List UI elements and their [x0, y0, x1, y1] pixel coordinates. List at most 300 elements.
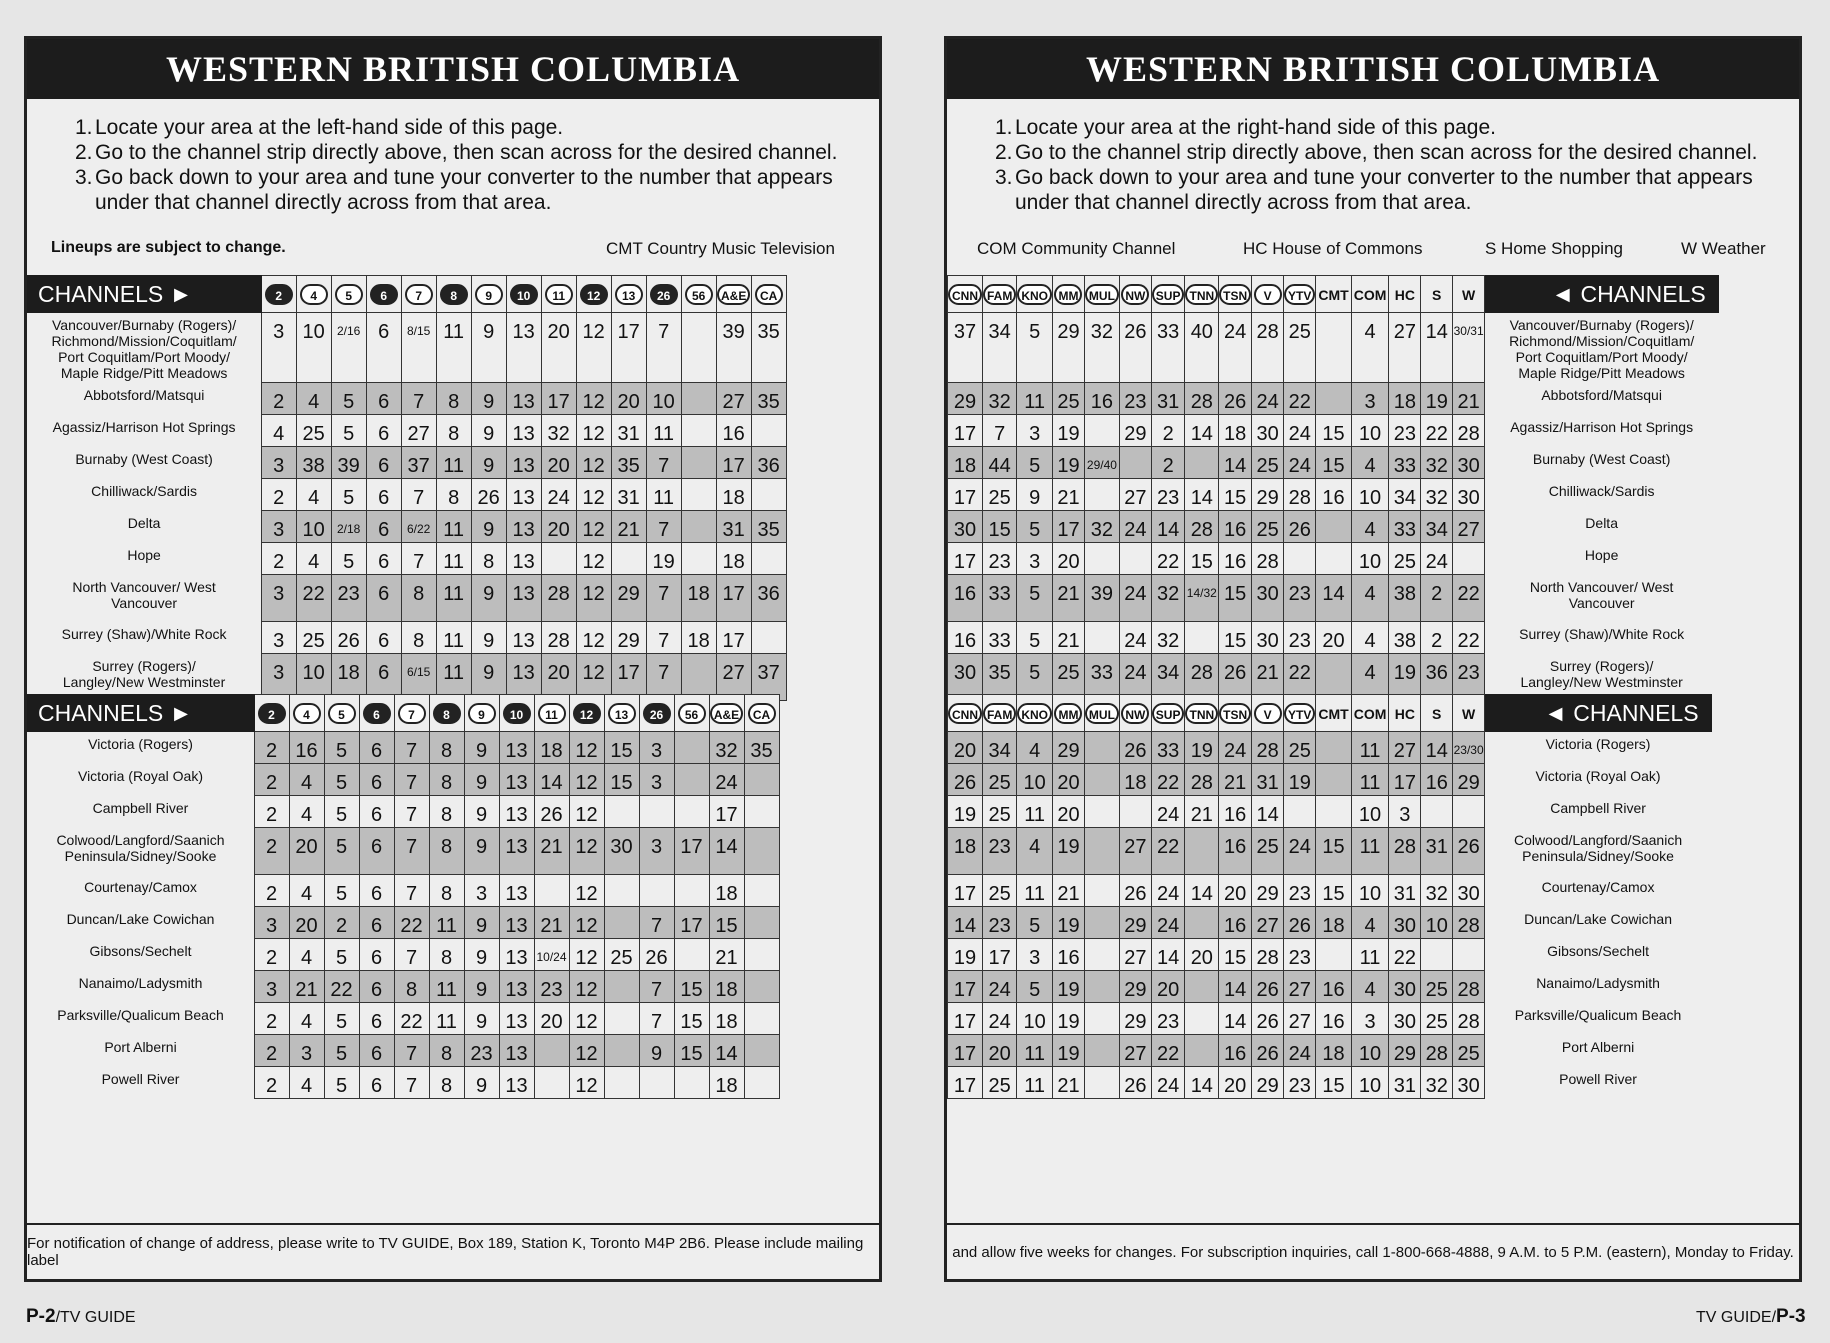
channel-number: 28 — [1252, 543, 1284, 575]
channel-logo: 11 — [538, 703, 566, 724]
channel-number — [1084, 939, 1119, 971]
channel-number: 29 — [1389, 1035, 1421, 1067]
channel-number — [534, 875, 569, 907]
channel-logo: MM — [1054, 703, 1082, 724]
channel-number: 13 — [499, 939, 534, 971]
spacer — [232, 971, 255, 1003]
instructions — [75, 115, 879, 215]
channel-number: 13 — [499, 796, 534, 828]
channel-number: 13 — [499, 1003, 534, 1035]
channel-number: 2 — [254, 1035, 289, 1067]
channel-number: 26 — [1252, 971, 1284, 1003]
channel-number: 5 — [331, 383, 366, 415]
spacer — [1485, 447, 1508, 479]
channel-number: 29 — [1453, 764, 1485, 796]
channel-number: 28 — [1185, 511, 1219, 543]
channel-logo-cell — [751, 276, 786, 313]
channel-number: 22 — [394, 1003, 429, 1035]
channel-number: 9 — [464, 971, 499, 1003]
channel-number — [639, 796, 674, 828]
channel-number: 4 — [1351, 622, 1389, 654]
channel-number: 19 — [1053, 1003, 1085, 1035]
spacer — [1485, 732, 1508, 764]
channel-logo-cell — [534, 695, 569, 732]
step-text: Go to the channel strip directly above, then scan across for the desired channel. — [1015, 141, 1758, 164]
channel-number — [751, 543, 786, 575]
channel-logo-cell — [1151, 695, 1185, 732]
channel-number: 10 — [1351, 543, 1389, 575]
channel-logo-cell — [1219, 276, 1252, 313]
spacer — [1485, 907, 1508, 939]
area-name: Surrey (Shaw)/White Rock — [50, 622, 239, 654]
channel-number — [681, 511, 716, 543]
channel-logo: CMT — [1318, 286, 1349, 303]
channel-number: 29 — [1252, 875, 1284, 907]
channel-number — [1185, 1035, 1219, 1067]
channel-number — [1084, 764, 1119, 796]
channel-number: 10 — [1351, 875, 1389, 907]
gutter — [28, 828, 50, 875]
channel-logo-cell — [983, 276, 1017, 313]
table-row — [28, 732, 780, 764]
channel-number — [744, 796, 779, 828]
channel-number: 32 — [1421, 447, 1453, 479]
channel-number: 11 — [1017, 1035, 1053, 1067]
channel-number: 18 — [716, 479, 751, 511]
channel-number: 4 — [1351, 313, 1389, 383]
channel-number: 35 — [611, 447, 646, 479]
channel-number: 29 — [1053, 732, 1085, 764]
channel-number — [1084, 732, 1119, 764]
channels-label: CHANNELS ► — [28, 695, 255, 732]
channel-number: 9 — [639, 1035, 674, 1067]
channel-number — [1185, 622, 1219, 654]
channel-number: 24 — [1252, 383, 1284, 415]
gutter — [1689, 875, 1711, 907]
instruction-step — [75, 165, 879, 215]
table-row — [948, 575, 1719, 622]
spacer — [1485, 479, 1508, 511]
channel-number: 11 — [436, 654, 471, 701]
channel-logo-cell — [674, 695, 709, 732]
channel-number: 13 — [499, 971, 534, 1003]
channel-number: 13 — [499, 828, 534, 875]
channel-number: 30 — [1252, 622, 1284, 654]
channel-number: 14 — [1219, 1003, 1252, 1035]
channel-logo: 8 — [440, 284, 468, 305]
channel-number: 30 — [1453, 479, 1485, 511]
channel-logo-cell — [331, 276, 366, 313]
channel-number: 25 — [1053, 654, 1085, 701]
table-row — [28, 1003, 780, 1035]
table-row — [948, 828, 1712, 875]
spacer — [1485, 415, 1508, 447]
channel-number: 20 — [1219, 1067, 1252, 1099]
gutter — [28, 764, 50, 796]
gutter — [1689, 971, 1711, 1003]
channel-number: 17 — [1389, 764, 1421, 796]
channel-header-row — [948, 695, 1712, 732]
spacer — [239, 447, 262, 479]
channel-number: 23 — [1453, 654, 1485, 701]
gutter — [28, 479, 50, 511]
channel-number: 7 — [646, 575, 681, 622]
channel-number — [744, 764, 779, 796]
channel-number: 28 — [1453, 415, 1485, 447]
channel-number: 17 — [716, 575, 751, 622]
channel-number: 2 — [261, 383, 296, 415]
channel-number: 32 — [1421, 479, 1453, 511]
channel-number: 16 — [1316, 971, 1351, 1003]
spacer — [1485, 875, 1508, 907]
channel-number: 3 — [261, 313, 296, 383]
channel-number: 26 — [1284, 511, 1316, 543]
channel-number: 18 — [331, 654, 366, 701]
channel-number — [534, 1067, 569, 1099]
channel-number: 26 — [1252, 1035, 1284, 1067]
channel-number: 13 — [506, 415, 541, 447]
channel-number: 7 — [646, 511, 681, 543]
channel-number: 9 — [464, 1003, 499, 1035]
channel-number: 5 — [1017, 447, 1053, 479]
channel-number: 35 — [744, 732, 779, 764]
channel-logo: S — [1432, 286, 1442, 303]
channel-logo: 9 — [475, 284, 503, 305]
area-name: Delta — [50, 511, 239, 543]
channel-logo: A&E — [717, 284, 750, 305]
channel-number: 34 — [1389, 479, 1421, 511]
channel-number — [1185, 1003, 1219, 1035]
channel-number: 26 — [1453, 828, 1485, 875]
channel-number: 39 — [716, 313, 751, 383]
channel-number: 14 — [1151, 511, 1185, 543]
channel-number: 26 — [1284, 907, 1316, 939]
area-name: Powell River — [1507, 1067, 1689, 1099]
channel-number: 19 — [1053, 828, 1085, 875]
page-prefix: TV GUIDE/ — [1696, 1309, 1777, 1326]
channel-number — [751, 479, 786, 511]
channel-number: 28 — [1252, 939, 1284, 971]
channel-number: 2 — [324, 907, 359, 939]
channel-number — [604, 907, 639, 939]
channel-logo-cell — [681, 276, 716, 313]
channel-number: 25 — [983, 796, 1017, 828]
channel-number — [1421, 796, 1453, 828]
channel-number: 4 — [1351, 447, 1389, 479]
channel-number: 10 — [296, 511, 331, 543]
channel-number — [604, 1067, 639, 1099]
channel-number: 6/15 — [401, 654, 436, 701]
channel-number: 12 — [576, 383, 611, 415]
area-name: Burnaby (West Coast) — [50, 447, 239, 479]
channel-logo: MM — [1054, 284, 1082, 305]
channel-number: 10 — [1421, 907, 1453, 939]
channel-number: 19 — [1185, 732, 1219, 764]
channel-logo-cell — [569, 695, 604, 732]
table-row — [948, 479, 1719, 511]
channel-number: 5 — [324, 828, 359, 875]
channel-number: 20 — [1219, 875, 1252, 907]
table-row — [948, 875, 1712, 907]
channel-logo-cell — [1185, 276, 1219, 313]
channel-number: 15 — [709, 907, 744, 939]
channel-number: 29 — [1252, 479, 1284, 511]
channel-logo-cell — [289, 695, 324, 732]
channel-number: 5 — [324, 1003, 359, 1035]
channel-number — [744, 828, 779, 875]
channel-number: 11 — [436, 543, 471, 575]
channel-number — [1284, 543, 1316, 575]
channel-number — [1316, 796, 1351, 828]
channel-logo-cell — [1316, 276, 1351, 313]
channel-number: 21 — [611, 511, 646, 543]
channel-logo: 11 — [545, 284, 573, 305]
channel-number: 10 — [296, 313, 331, 383]
spacer — [232, 1003, 255, 1035]
channel-number: 18 — [1316, 1035, 1351, 1067]
channel-number: 26 — [331, 622, 366, 654]
channel-number: 13 — [499, 875, 534, 907]
channel-number: 18 — [1316, 907, 1351, 939]
channel-number: 26 — [1119, 313, 1151, 383]
channel-number — [674, 764, 709, 796]
channel-number: 30 — [1389, 1003, 1421, 1035]
gutter — [28, 415, 50, 447]
channel-number: 23 — [1284, 875, 1316, 907]
channel-number: 23 — [1284, 1067, 1316, 1099]
channel-number: 24 — [983, 971, 1017, 1003]
channel-number: 20 — [289, 907, 324, 939]
channel-number: 23 — [1284, 939, 1316, 971]
channel-number: 19 — [646, 543, 681, 575]
area-name: North Vancouver/ West Vancouver — [50, 575, 239, 622]
channel-number: 38 — [296, 447, 331, 479]
channel-number: 12 — [576, 622, 611, 654]
area-name: Courtenay/Camox — [1507, 875, 1689, 907]
channel-number: 21 — [1053, 622, 1085, 654]
table-row — [948, 511, 1719, 543]
channel-logo: W — [1462, 705, 1476, 722]
channel-logo: TSN — [1219, 703, 1251, 724]
gutter — [28, 1067, 50, 1099]
channel-number: 11 — [436, 447, 471, 479]
area-name: Abbotsford/Matsqui — [50, 383, 239, 415]
channel-number: 12 — [569, 907, 604, 939]
channel-number: 25 — [1389, 543, 1421, 575]
channel-number: 14 — [948, 907, 983, 939]
channel-number: 17 — [948, 875, 983, 907]
channel-number — [1084, 828, 1119, 875]
channel-number: 7 — [646, 654, 681, 701]
channel-number: 11 — [429, 907, 464, 939]
channel-number — [1084, 415, 1119, 447]
gutter — [1689, 1035, 1711, 1067]
channel-logo-cell — [1053, 695, 1085, 732]
channel-number: 24 — [541, 479, 576, 511]
channel-number: 14 — [534, 764, 569, 796]
channel-number: 12 — [576, 575, 611, 622]
channel-number: 27 — [1119, 479, 1151, 511]
channel-number — [744, 875, 779, 907]
spacer — [1485, 543, 1508, 575]
channel-number: 16 — [289, 732, 324, 764]
channel-number: 3 — [261, 575, 296, 622]
channel-number: 6 — [366, 622, 401, 654]
channel-number: 21 — [534, 907, 569, 939]
channel-logo-cell — [948, 276, 983, 313]
channel-number: 13 — [499, 1035, 534, 1067]
channel-number: 30 — [948, 511, 983, 543]
channel-number: 5 — [1017, 654, 1053, 701]
channel-number: 7 — [401, 479, 436, 511]
channel-number: 7 — [394, 875, 429, 907]
channel-number: 31 — [1252, 764, 1284, 796]
legend-item: HC House of Commons — [1243, 239, 1423, 258]
channel-number — [1316, 383, 1351, 415]
table-row — [948, 1003, 1712, 1035]
table-row — [28, 622, 787, 654]
channel-number: 3 — [1017, 543, 1053, 575]
area-name: Vancouver/Burnaby (Rogers)/ Richmond/Mission/Coquitlam/ Port Coquitlam/Port Moody/ Maple Ridge/Pitt Meadows — [1507, 313, 1696, 383]
channel-number: 14 — [1316, 575, 1351, 622]
channel-number: 3 — [254, 907, 289, 939]
channel-number — [1284, 796, 1316, 828]
channel-number: 12 — [569, 732, 604, 764]
spacer — [232, 732, 255, 764]
channel-number: 2 — [254, 828, 289, 875]
area-name: Gibsons/Sechelt — [1507, 939, 1689, 971]
gutter — [28, 447, 50, 479]
instruction-step — [995, 140, 1799, 165]
gutter — [28, 732, 50, 764]
channel-number: 19 — [1284, 764, 1316, 796]
channel-logo-cell — [296, 276, 331, 313]
spacer — [232, 1035, 255, 1067]
area-name: Parksville/Qualicum Beach — [50, 1003, 232, 1035]
channel-number: 31 — [1421, 828, 1453, 875]
channel-number: 24 — [1284, 447, 1316, 479]
table-row — [28, 875, 780, 907]
step-number: 1. — [995, 116, 1013, 139]
channel-number: 8 — [436, 383, 471, 415]
channel-number — [1084, 875, 1119, 907]
page-title: WESTERN BRITISH COLUMBIA — [27, 39, 879, 99]
channel-number: 9 — [464, 907, 499, 939]
channel-number: 36 — [751, 575, 786, 622]
area-name: Courtenay/Camox — [50, 875, 232, 907]
channel-number: 2 — [254, 732, 289, 764]
channel-logo-cell — [254, 695, 289, 732]
channel-number: 6 — [366, 383, 401, 415]
channel-number: 3 — [464, 875, 499, 907]
channel-number — [1185, 447, 1219, 479]
channel-number: 25 — [1252, 511, 1284, 543]
channel-number: 5 — [1017, 622, 1053, 654]
channel-number: 16 — [1219, 511, 1252, 543]
channel-logo: COM — [1353, 286, 1387, 303]
channel-number: 22 — [394, 907, 429, 939]
table-row — [28, 907, 780, 939]
gutter — [1696, 543, 1718, 575]
channel-number: 24 — [709, 764, 744, 796]
area-name: Vancouver/Burnaby (Rogers)/ Richmond/Mission/Coquitlam/ Port Coquitlam/Port Moody/ Maple Ridge/Pitt Meadows — [50, 313, 239, 383]
channel-number: 33 — [1084, 654, 1119, 701]
channel-number: 17 — [948, 415, 983, 447]
channel-number: 15 — [674, 1003, 709, 1035]
channel-number: 10 — [1017, 1003, 1053, 1035]
channel-number: 34 — [1421, 511, 1453, 543]
channel-number: 12 — [569, 796, 604, 828]
table-row — [948, 543, 1719, 575]
channel-logo: 10 — [503, 703, 531, 724]
channel-number: 28 — [1185, 764, 1219, 796]
channel-logo: COM — [1353, 705, 1387, 722]
channel-number — [1316, 732, 1351, 764]
channel-number: 15 — [674, 971, 709, 1003]
gutter — [28, 907, 50, 939]
channel-logo-cell — [1389, 695, 1421, 732]
page-number-right — [1696, 1306, 1806, 1328]
channel-number — [681, 543, 716, 575]
channel-number: 28 — [541, 622, 576, 654]
gutter — [28, 1035, 50, 1067]
channel-number: 6 — [366, 511, 401, 543]
channel-number — [639, 875, 674, 907]
channel-number: 12 — [576, 654, 611, 701]
channel-number: 14 — [1185, 415, 1219, 447]
spacer — [239, 575, 262, 622]
channel-number — [674, 732, 709, 764]
channel-number: 20 — [1316, 622, 1351, 654]
channel-number: 10 — [1351, 415, 1389, 447]
channel-number: 31 — [1389, 1067, 1421, 1099]
channel-logo: 13 — [615, 284, 643, 305]
channel-number: 22 — [1151, 543, 1185, 575]
channel-number: 22 — [1453, 575, 1485, 622]
channel-number: 16 — [1316, 479, 1351, 511]
channel-number: 20 — [1053, 796, 1085, 828]
channel-number: 18 — [1119, 764, 1151, 796]
channel-logo: YTV — [1284, 284, 1315, 305]
table-row — [28, 447, 787, 479]
channel-number: 27 — [1252, 907, 1284, 939]
channel-number: 15 — [1219, 575, 1252, 622]
channel-number: 5 — [324, 1067, 359, 1099]
channel-number — [1316, 313, 1351, 383]
area-name: Colwood/Langford/Saanich Peninsula/Sidney/Sooke — [1507, 828, 1689, 875]
channel-logo: CNN — [948, 703, 982, 724]
channel-number: 4 — [289, 1003, 324, 1035]
channel-number: 4 — [289, 796, 324, 828]
channel-number — [751, 415, 786, 447]
channel-number: 13 — [506, 575, 541, 622]
channel-number: 17 — [709, 796, 744, 828]
channel-number: 8 — [436, 415, 471, 447]
channel-number — [1185, 971, 1219, 1003]
spacer — [1485, 1035, 1508, 1067]
legend-item: CMT Country Music Television — [606, 239, 835, 258]
channel-logo-cell — [401, 276, 436, 313]
channel-number: 22 — [1389, 939, 1421, 971]
channel-number: 31 — [1151, 383, 1185, 415]
channel-number: 28 — [541, 575, 576, 622]
channel-number: 4 — [1017, 732, 1053, 764]
channel-number: 7 — [394, 939, 429, 971]
channel-number: 18 — [948, 828, 983, 875]
channel-number: 29 — [1119, 907, 1151, 939]
channel-number: 6 — [366, 313, 401, 383]
channel-logo-cell — [1084, 695, 1119, 732]
